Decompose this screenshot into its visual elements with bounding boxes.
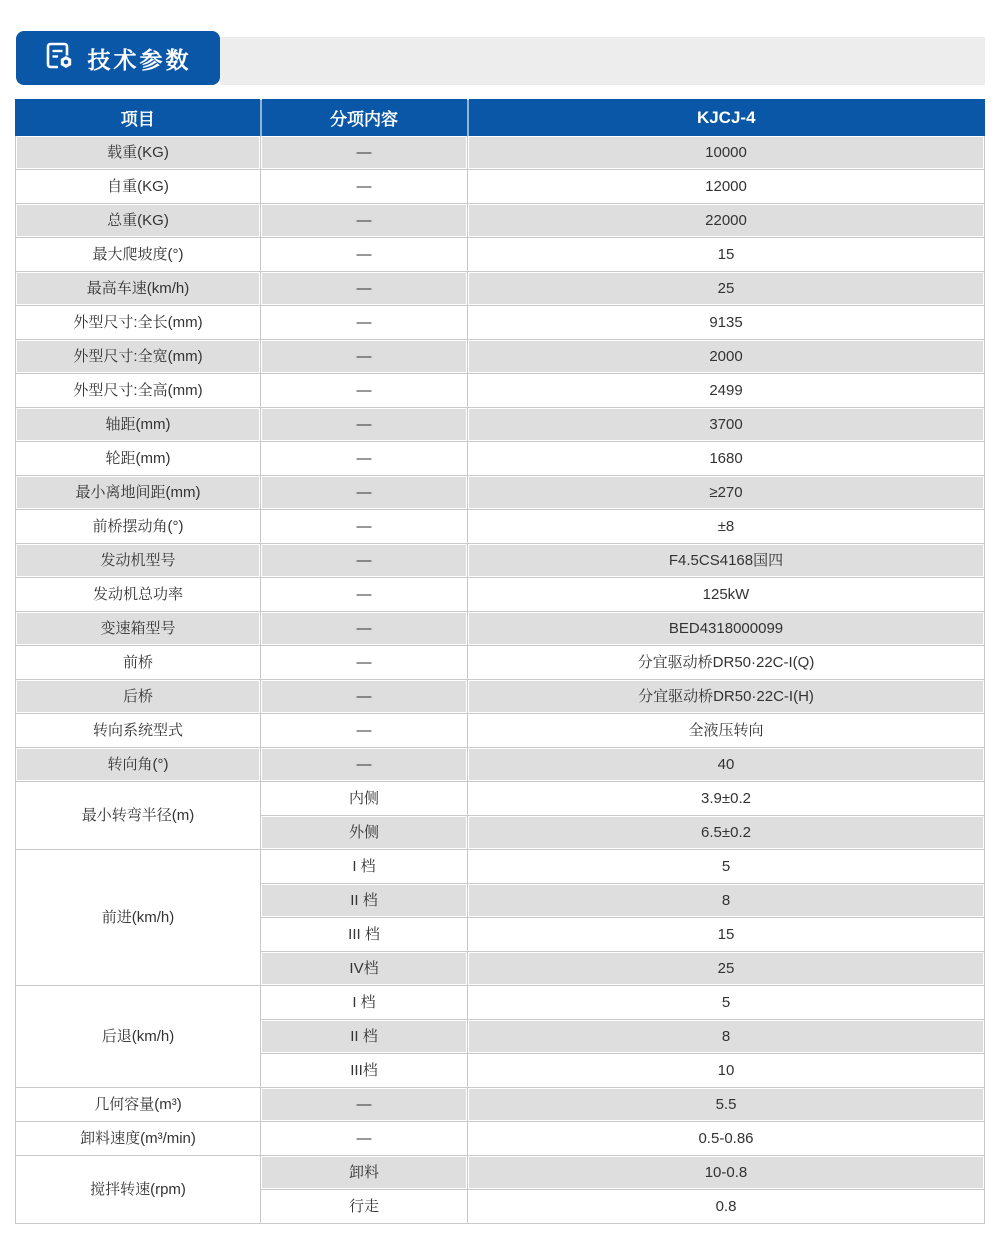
table-row: [16, 510, 985, 544]
spec-item-cell: 自重(KG): [16, 170, 261, 204]
document-gear-icon: [45, 41, 75, 76]
spec-sub-cell: —: [261, 510, 468, 544]
spec-value-cell: 12000: [468, 170, 985, 204]
spec-item-cell: 发动机总功率: [16, 578, 261, 612]
spec-value-cell: 1680: [468, 442, 985, 476]
spec-value-cell: 3700: [468, 408, 985, 442]
spec-value-cell: 0.8: [468, 1190, 985, 1224]
spec-sub-cell: 外侧: [261, 816, 468, 850]
spec-sub-cell: —: [261, 578, 468, 612]
spec-sub-cell: —: [261, 748, 468, 782]
spec-item-cell: 卸料速度(m³/min): [16, 1122, 261, 1156]
table-row: [16, 476, 985, 510]
table-row: [16, 714, 985, 748]
spec-value-cell: 22000: [468, 204, 985, 238]
spec-value-cell: 5: [468, 850, 985, 884]
table-row: [16, 986, 985, 1020]
spec-item-cell: 外型尺寸:全长(mm): [16, 306, 261, 340]
spec-sub-cell: —: [261, 1088, 468, 1122]
table-row: [16, 1122, 985, 1156]
spec-item-cell: 发动机型号: [16, 544, 261, 578]
table-row: [16, 1156, 985, 1190]
spec-value-cell: 15: [468, 238, 985, 272]
spec-sub-cell: —: [261, 442, 468, 476]
table-row: [16, 238, 985, 272]
section-header: [0, 31, 1000, 85]
spec-sub-cell: II 档: [261, 1020, 468, 1054]
spec-item-cell: 最小转弯半径(m): [16, 782, 261, 850]
spec-value-cell: 9135: [468, 306, 985, 340]
spec-item-cell: 前桥: [16, 646, 261, 680]
table-row: [16, 612, 985, 646]
spec-sub-cell: 卸料: [261, 1156, 468, 1190]
spec-table: [15, 99, 985, 1224]
spec-item-cell: 载重(KG): [16, 136, 261, 170]
spec-value-cell: 8: [468, 1020, 985, 1054]
spec-item-cell: 转向角(°): [16, 748, 261, 782]
spec-sub-cell: —: [261, 680, 468, 714]
table-row: [16, 748, 985, 782]
spec-value-cell: 5: [468, 986, 985, 1020]
spec-sub-cell: II 档: [261, 884, 468, 918]
spec-sub-cell: IV档: [261, 952, 468, 986]
spec-value-cell: 10000: [468, 136, 985, 170]
spec-value-cell: 全液压转向: [468, 714, 985, 748]
spec-table-body: [16, 136, 985, 1224]
spec-sub-cell: —: [261, 204, 468, 238]
spec-value-cell: 分宜驱动桥DR50·22C-I(H): [468, 680, 985, 714]
table-row: [16, 782, 985, 816]
spec-item-cell: 搅拌转速(rpm): [16, 1156, 261, 1224]
column-header-subitem: 分项内容: [261, 100, 468, 136]
spec-value-cell: 0.5-0.86: [468, 1122, 985, 1156]
spec-item-cell: 轴距(mm): [16, 408, 261, 442]
table-row: [16, 850, 985, 884]
column-header-item: 项目: [16, 100, 261, 136]
spec-value-cell: 8: [468, 884, 985, 918]
table-row: [16, 442, 985, 476]
table-row: [16, 1088, 985, 1122]
spec-sub-cell: —: [261, 170, 468, 204]
spec-value-cell: 15: [468, 918, 985, 952]
table-row: [16, 170, 985, 204]
spec-value-cell: 分宜驱动桥DR50·22C-I(Q): [468, 646, 985, 680]
spec-value-cell: BED4318000099: [468, 612, 985, 646]
spec-sub-cell: —: [261, 136, 468, 170]
spec-value-cell: F4.5CS4168国四: [468, 544, 985, 578]
spec-sub-cell: 内侧: [261, 782, 468, 816]
spec-item-cell: 变速箱型号: [16, 612, 261, 646]
spec-value-cell: 2499: [468, 374, 985, 408]
spec-item-cell: 后退(km/h): [16, 986, 261, 1088]
spec-sub-cell: —: [261, 544, 468, 578]
spec-value-cell: 3.9±0.2: [468, 782, 985, 816]
spec-value-cell: 5.5: [468, 1088, 985, 1122]
table-row: [16, 578, 985, 612]
column-header-model: KJCJ-4: [468, 100, 985, 136]
spec-item-cell: 最高车速(km/h): [16, 272, 261, 306]
spec-item-cell: 几何容量(m³): [16, 1088, 261, 1122]
table-row: [16, 646, 985, 680]
spec-value-cell: 6.5±0.2: [468, 816, 985, 850]
spec-value-cell: ≥270: [468, 476, 985, 510]
spec-sub-cell: —: [261, 646, 468, 680]
spec-item-cell: 总重(KG): [16, 204, 261, 238]
spec-sub-cell: —: [261, 612, 468, 646]
spec-sub-cell: —: [261, 306, 468, 340]
spec-value-cell: 40: [468, 748, 985, 782]
table-row: [16, 272, 985, 306]
table-row: [16, 340, 985, 374]
spec-value-cell: 25: [468, 272, 985, 306]
spec-sub-cell: —: [261, 714, 468, 748]
table-row: [16, 306, 985, 340]
table-row: [16, 680, 985, 714]
spec-sub-cell: I 档: [261, 850, 468, 884]
table-row: [16, 204, 985, 238]
spec-item-cell: 前桥摆动角(°): [16, 510, 261, 544]
table-row: [16, 136, 985, 170]
spec-value-cell: 25: [468, 952, 985, 986]
spec-value-cell: ±8: [468, 510, 985, 544]
spec-item-cell: 最小离地间距(mm): [16, 476, 261, 510]
table-row: [16, 544, 985, 578]
table-row: [16, 374, 985, 408]
spec-sub-cell: —: [261, 374, 468, 408]
spec-item-cell: 转向系统型式: [16, 714, 261, 748]
spec-sub-cell: I 档: [261, 986, 468, 1020]
spec-sub-cell: 行走: [261, 1190, 468, 1224]
table-header-row: [16, 100, 985, 136]
header-background-bar: [220, 37, 985, 85]
spec-item-cell: 前进(km/h): [16, 850, 261, 986]
spec-item-cell: 外型尺寸:全高(mm): [16, 374, 261, 408]
spec-sub-cell: —: [261, 1122, 468, 1156]
spec-value-cell: 10-0.8: [468, 1156, 985, 1190]
spec-sub-cell: III 档: [261, 918, 468, 952]
spec-sub-cell: —: [261, 476, 468, 510]
spec-sub-cell: III档: [261, 1054, 468, 1088]
spec-item-cell: 最大爬坡度(°): [16, 238, 261, 272]
table-row: [16, 408, 985, 442]
spec-value-cell: 10: [468, 1054, 985, 1088]
spec-sub-cell: —: [261, 340, 468, 374]
spec-value-cell: 2000: [468, 340, 985, 374]
spec-item-cell: 外型尺寸:全宽(mm): [16, 340, 261, 374]
section-title-tab: [16, 31, 220, 85]
spec-sub-cell: —: [261, 238, 468, 272]
spec-item-cell: 后桥: [16, 680, 261, 714]
spec-sub-cell: —: [261, 272, 468, 306]
spec-sub-cell: —: [261, 408, 468, 442]
spec-item-cell: 轮距(mm): [16, 442, 261, 476]
page-title: 技术参数: [87, 46, 192, 73]
spec-value-cell: 125kW: [468, 578, 985, 612]
